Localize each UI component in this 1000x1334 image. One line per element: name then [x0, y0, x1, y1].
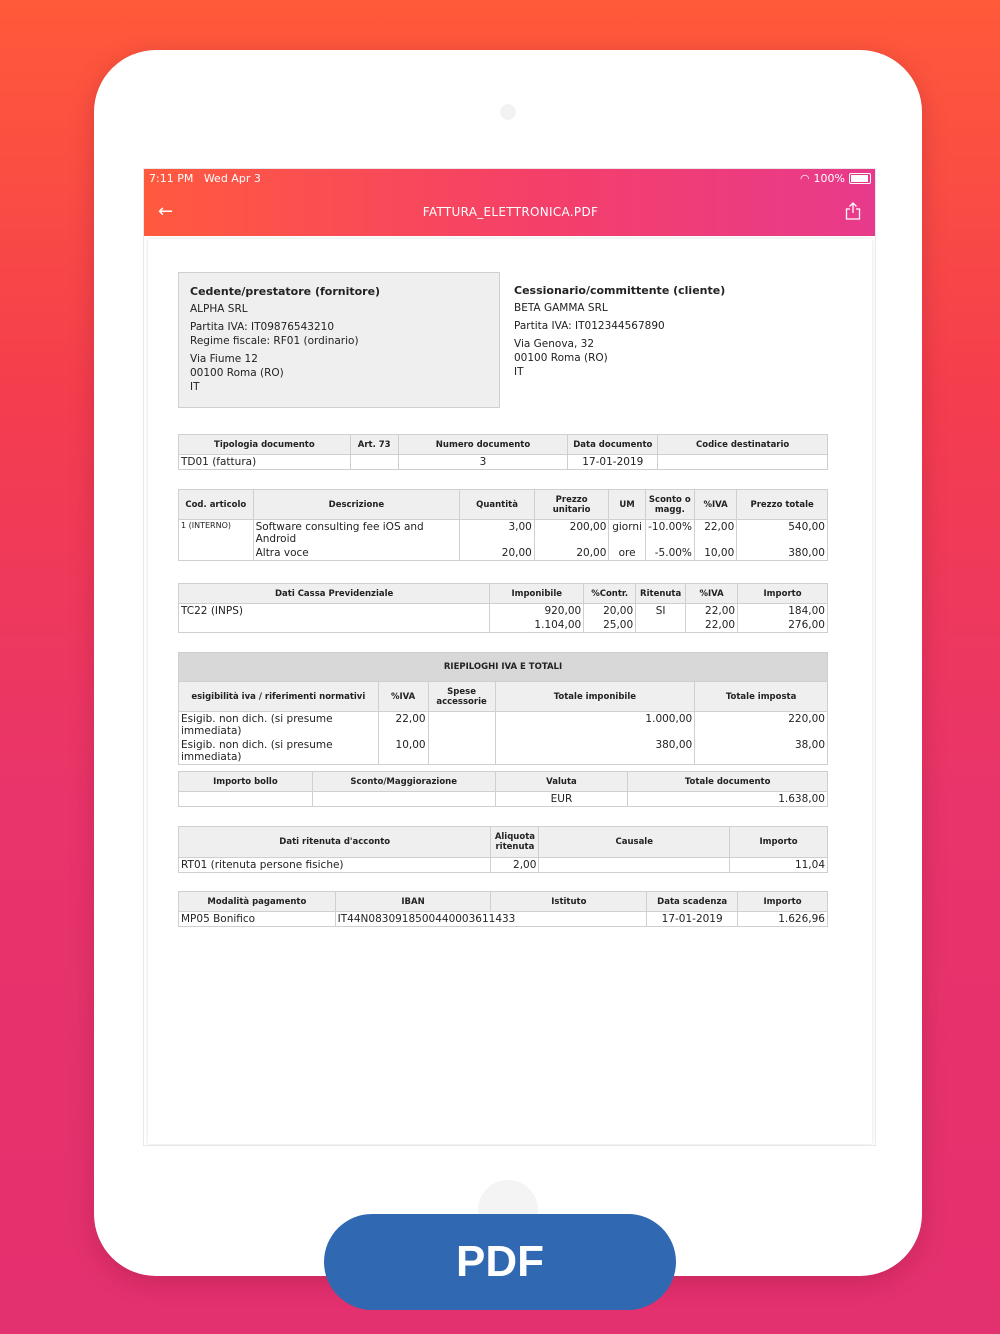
table-cell: 10,00	[694, 546, 736, 561]
table-header: Tipologia documento	[179, 435, 351, 455]
cedente-box	[178, 272, 500, 408]
back-arrow-icon[interactable]: ←	[158, 201, 174, 222]
table-header: Totale imposta	[695, 682, 828, 712]
table-row	[179, 738, 828, 765]
table-header: Istituto	[491, 892, 647, 912]
cessionario-header: Cessionario/committente (cliente)	[514, 284, 726, 297]
table-header: Cod. articolo	[179, 490, 254, 520]
battery-percent: 100%	[813, 172, 845, 185]
table-header: esigibilità iva / riferimenti normativi	[179, 682, 379, 712]
totals-table	[178, 771, 828, 807]
table-cell	[636, 618, 686, 633]
cessionario-country: IT	[514, 366, 524, 378]
cedente-city: 00100 Roma (RO)	[190, 367, 284, 379]
status-bar-left	[149, 172, 261, 185]
table-row	[179, 520, 828, 547]
item-code: 1 (INTERNO)	[179, 520, 254, 547]
table-header: Prezzo totale	[737, 490, 828, 520]
table-header: Spese accessorie	[428, 682, 495, 712]
cedente-country: IT	[190, 381, 200, 393]
table-row	[179, 712, 828, 739]
ritenuta-table	[178, 826, 828, 873]
pdf-badge: PDF	[324, 1214, 676, 1310]
table-cell: 1.626,96	[738, 912, 828, 927]
cedente-name: ALPHA SRL	[190, 303, 248, 315]
table-row	[179, 912, 828, 927]
table-header: Valuta	[495, 772, 628, 792]
wifi-icon: ◠	[799, 172, 810, 185]
table-cell: 11,04	[730, 858, 828, 873]
table-cell: 20,00	[534, 546, 609, 561]
cedente-header: Cedente/prestatore (fornitore)	[190, 285, 381, 298]
table-cell: 22,00	[686, 604, 738, 619]
table-cell: RT01 (ritenuta persone fisiche)	[179, 858, 491, 873]
table-header: Data documento	[568, 435, 658, 455]
table-cell	[350, 455, 398, 470]
table-header: Totale documento	[628, 772, 828, 792]
iban-cell: IT44N0830918500440003611433	[335, 912, 647, 927]
status-date: Wed Apr 3	[203, 172, 261, 185]
cassa-name: TC22 (INPS)	[179, 604, 490, 619]
status-bar-right	[800, 172, 871, 185]
table-cell: 200,00	[534, 520, 609, 547]
document-title: FATTURA_ELETTRONICA.PDF	[422, 205, 599, 219]
table-header: Data scadenza	[647, 892, 738, 912]
table-header: %IVA	[378, 682, 428, 712]
cessionario-box	[514, 284, 844, 379]
table-cell	[312, 792, 495, 807]
table-header: Modalità pagamento	[179, 892, 336, 912]
table-header: Descrizione	[253, 490, 460, 520]
table-cell: 3,00	[460, 520, 535, 547]
items-table	[178, 489, 828, 561]
table-cell: Esigib. non dich. (si presume immediata)	[179, 712, 379, 739]
table-cell: giorni	[609, 520, 645, 547]
table-cell: EUR	[495, 792, 628, 807]
cedente-piva: Partita IVA: IT09876543210	[190, 321, 335, 333]
table-cell: 17-01-2019	[568, 455, 658, 470]
table-cell: 17-01-2019	[647, 912, 738, 927]
table-header: Imponibile	[490, 584, 584, 604]
table-header: Prezzo unitario	[534, 490, 609, 520]
table-cell: 25,00	[584, 618, 636, 633]
table-cell: 20,00	[460, 546, 535, 561]
table-header: Importo	[730, 827, 828, 858]
table-row	[179, 604, 828, 619]
app-screen	[143, 168, 876, 1146]
table-row	[179, 546, 828, 561]
table-header: Importo	[738, 892, 828, 912]
table-cell: 276,00	[738, 618, 828, 633]
table-cell: 1.000,00	[495, 712, 695, 739]
table-header: Importo bollo	[179, 772, 313, 792]
table-cell: 380,00	[495, 738, 695, 765]
table-cell: SI	[636, 604, 686, 619]
table-cell: ore	[609, 546, 645, 561]
table-cell: Esigib. non dich. (si presume immediata)	[179, 738, 379, 765]
table-header: Dati Cassa Previdenziale	[179, 584, 490, 604]
table-cell: Software consulting fee iOS and Android	[253, 520, 460, 547]
table-header: Codice destinatario	[658, 435, 828, 455]
table-header: %IVA	[686, 584, 738, 604]
table-cell	[179, 792, 313, 807]
document-table	[178, 434, 828, 470]
table-header: %Contr.	[584, 584, 636, 604]
table-cell: 220,00	[695, 712, 828, 739]
table-cell: 1.638,00	[628, 792, 828, 807]
table-cell	[428, 738, 495, 765]
table-cell: TD01 (fattura)	[179, 455, 351, 470]
table-header: Causale	[539, 827, 730, 858]
table-cell: 10,00	[378, 738, 428, 765]
cedente-regime: Regime fiscale: RF01 (ordinario)	[190, 335, 359, 347]
table-cell: 184,00	[738, 604, 828, 619]
table-header: Sconto o magg.	[645, 490, 694, 520]
table-row	[179, 792, 828, 807]
table-cell: -5.00%	[645, 546, 694, 561]
table-cell: -10.00%	[645, 520, 694, 547]
table-cell: 1.104,00	[490, 618, 584, 633]
table-cell: 920,00	[490, 604, 584, 619]
table-cell: 22,00	[378, 712, 428, 739]
table-header: Quantità	[460, 490, 535, 520]
table-cell	[428, 712, 495, 739]
table-cell: MP05 Bonifico	[179, 912, 336, 927]
table-cell	[539, 858, 730, 873]
table-header: Numero documento	[398, 435, 568, 455]
table-header: Importo	[738, 584, 828, 604]
cessionario-piva: Partita IVA: IT012344567890	[514, 320, 665, 332]
status-time: 7:11 PM	[149, 172, 194, 185]
cessionario-name: BETA GAMMA SRL	[514, 302, 608, 314]
camera-dot	[500, 104, 516, 120]
pdf-page	[148, 239, 872, 1144]
riepilogo-title: RIEPILOGHI IVA E TOTALI	[179, 653, 828, 682]
table-header: Dati ritenuta d'acconto	[179, 827, 491, 858]
cedente-address: Via Fiume 12	[190, 353, 258, 365]
table-row	[179, 858, 828, 873]
table-header: UM	[609, 490, 645, 520]
share-icon[interactable]	[845, 202, 861, 220]
table-row	[179, 618, 828, 633]
table-cell: 380,00	[737, 546, 828, 561]
table-header: %IVA	[694, 490, 736, 520]
table-header: Art. 73	[350, 435, 398, 455]
app-bar	[144, 169, 876, 236]
pagamento-table	[178, 891, 828, 927]
battery-icon	[849, 173, 871, 184]
cessionario-city: 00100 Roma (RO)	[514, 352, 608, 364]
cassa-table	[178, 583, 828, 633]
table-cell: 22,00	[686, 618, 738, 633]
table-header: Aliquota ritenuta	[491, 827, 539, 858]
table-cell: 3	[398, 455, 568, 470]
table-cell: 20,00	[584, 604, 636, 619]
table-header: Ritenuta	[636, 584, 686, 604]
table-header: Totale imponibile	[495, 682, 695, 712]
table-cell: 38,00	[695, 738, 828, 765]
table-cell: Altra voce	[253, 546, 460, 561]
table-cell: 540,00	[737, 520, 828, 547]
riepilogo-table	[178, 652, 828, 765]
table-cell	[658, 455, 828, 470]
cessionario-address: Via Genova, 32	[514, 338, 595, 350]
table-cell: 22,00	[694, 520, 736, 547]
table-header: Sconto/Maggiorazione	[312, 772, 495, 792]
table-cell: 2,00	[491, 858, 539, 873]
table-header: IBAN	[335, 892, 491, 912]
